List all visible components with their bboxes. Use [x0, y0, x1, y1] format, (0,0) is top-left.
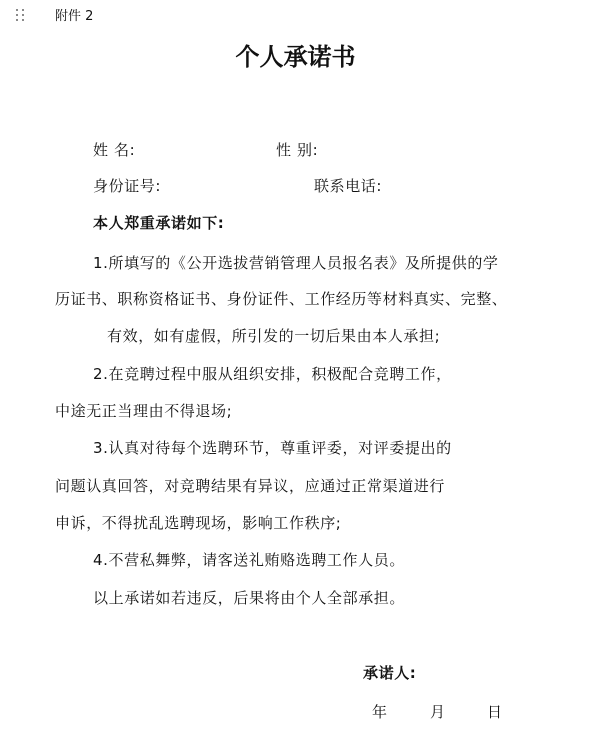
document-title: 个人承诺书 [235, 43, 356, 71]
date-line [0, 705, 591, 725]
attachment-label: 附件 2 [55, 9, 94, 24]
month-label: 月 [430, 703, 446, 721]
item1-line1: 1.所填写的《公开选拔营销管理人员报名表》及所提供的学 [93, 254, 499, 272]
gender-label: 性 别: [276, 141, 319, 159]
day-label: 日 [487, 703, 503, 721]
item3-line2: 问题认真回答，对竞聘结果有异议，应通过正常渠道进行 [55, 477, 446, 495]
item2-line1: 2.在竞聘过程中服从组织安排，积极配合竞聘工作， [93, 365, 452, 383]
phone-label: 联系电话: [314, 177, 383, 195]
item2-line2: 中途无正当理由不得退场; [55, 402, 233, 420]
year-label: 年 [372, 703, 388, 721]
closing-statement: 以上承诺如若违反，后果将由个人全部承担。 [93, 589, 406, 607]
item1-line3: 有效，如有虚假，所引发的一切后果由本人承担; [107, 327, 441, 345]
name-label: 姓 名: [93, 141, 136, 159]
item1-line2: 历证书、职称资格证书、身份证件、工作经历等材料真实、完整、 [55, 290, 508, 308]
item4-line1: 4.不营私舞弊，请客送礼贿赂选聘工作人员。 [93, 551, 405, 569]
item3-line1: 3.认真对待每个选聘环节，尊重评委，对评委提出的 [93, 439, 452, 457]
drag-handle-icon[interactable] [16, 9, 26, 23]
id-number-label: 身份证号: [93, 177, 162, 195]
signature-label: 承诺人: [363, 664, 417, 682]
intro-heading: 本人郑重承诺如下: [93, 214, 225, 232]
item3-line3: 申诉，不得扰乱选聘现场，影响工作秩序; [55, 514, 342, 532]
